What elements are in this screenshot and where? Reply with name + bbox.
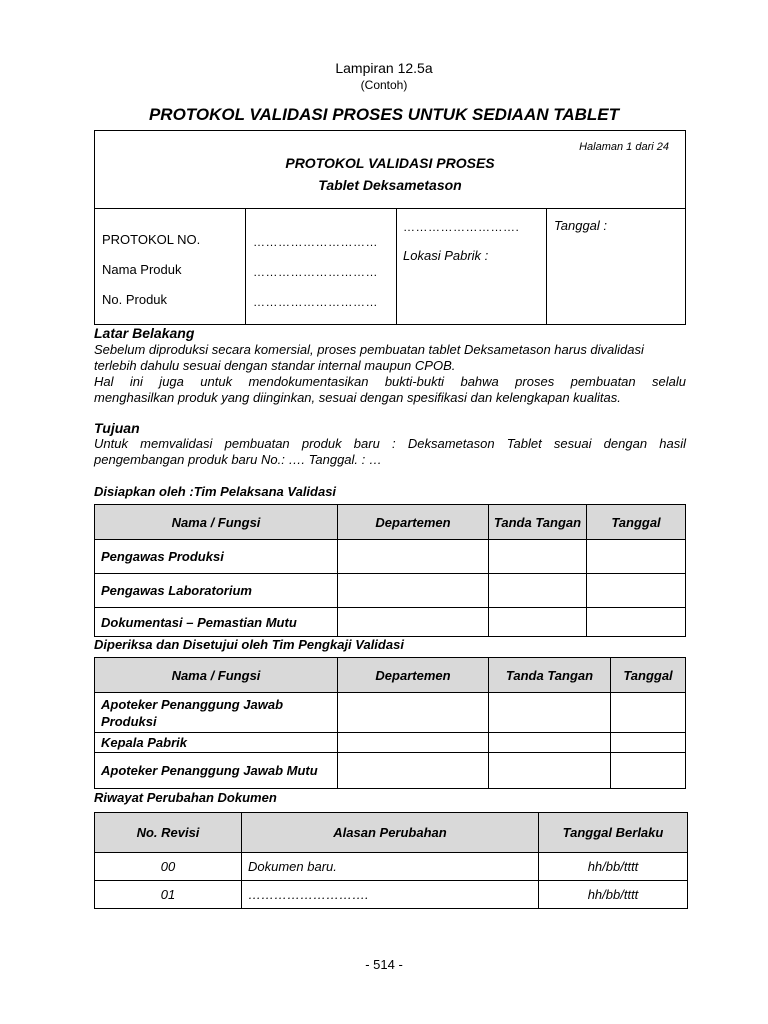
header-divider	[95, 208, 685, 209]
column-header: Departemen	[338, 505, 489, 540]
column-divider	[245, 208, 246, 324]
table-row	[95, 753, 686, 789]
table-row	[95, 574, 686, 608]
column-header: Tanggal	[587, 505, 686, 540]
factory-location-label: Lokasi Pabrik :	[403, 248, 489, 263]
product-no-label: No. Produk	[102, 292, 168, 307]
objective-heading: Tujuan	[94, 420, 140, 436]
effective-date-cell: hh/bb/tttt	[539, 853, 688, 881]
background-paragraph	[94, 342, 686, 406]
role-cell: Dokumentasi – Pemastian Mutu	[95, 608, 338, 637]
example-label: (Contoh)	[360, 78, 408, 92]
reason-cell: Dokumen baru.	[242, 853, 539, 881]
column-header: Alasan Perubahan	[242, 813, 539, 853]
signature-cell[interactable]	[489, 574, 587, 608]
product-no-value: …………………………	[253, 295, 378, 309]
table-header-row	[95, 813, 688, 853]
column-header: Tanggal	[611, 658, 686, 693]
paragraph-line: pengembangan produk baru No.: …. Tanggal. : …	[94, 452, 382, 467]
table-row	[95, 853, 688, 881]
table-row	[95, 540, 686, 574]
table-row	[95, 693, 686, 733]
column-header: Tanggal Berlaku	[539, 813, 688, 853]
signature-cell[interactable]	[489, 753, 611, 789]
department-cell[interactable]	[338, 753, 489, 789]
paragraph-line: Untuk memvalidasi pembuatan produk baru : Deksametason Tablet sesuai dengan hasil	[94, 436, 686, 451]
column-header: No. Revisi	[95, 813, 242, 853]
signature-cell[interactable]	[489, 540, 587, 574]
role-cell: Apoteker Penanggung Jawab Produksi	[95, 693, 338, 733]
background-heading: Latar Belakang	[94, 325, 195, 341]
revision-number-cell: 00	[95, 853, 242, 881]
factory-dots: ……………………….	[403, 220, 520, 234]
column-header: Tanda Tangan	[489, 658, 611, 693]
signature-cell[interactable]	[489, 693, 611, 733]
protocol-no-label: PROTOKOL NO.	[102, 232, 201, 247]
page-number: - 514 -	[365, 957, 403, 972]
date-cell[interactable]	[587, 540, 686, 574]
date-cell[interactable]	[611, 753, 686, 789]
protocol-header-box	[94, 130, 686, 325]
department-cell[interactable]	[338, 608, 489, 637]
role-cell: Kepala Pabrik	[95, 733, 338, 753]
department-cell[interactable]	[338, 733, 489, 753]
role-cell: Pengawas Produksi	[95, 540, 338, 574]
table-header-row	[95, 505, 686, 540]
protocol-subtitle: Tablet Deksametason	[318, 177, 462, 193]
paragraph-line: Sebelum diproduksi secara komersial, proses pembuatan tablet Deksametason harus divalidasi	[94, 342, 644, 357]
objective-paragraph	[94, 436, 686, 468]
department-cell[interactable]	[338, 540, 489, 574]
department-cell[interactable]	[338, 574, 489, 608]
date-cell[interactable]	[611, 733, 686, 753]
column-divider	[546, 208, 547, 324]
reviewed-by-table	[94, 657, 686, 789]
paragraph-line: terlebih dahulu sesuai dengan standar internal maupun CPOB.	[94, 358, 456, 373]
effective-date-cell: hh/bb/tttt	[539, 881, 688, 909]
department-cell[interactable]	[338, 693, 489, 733]
page-title: PROTOKOL VALIDASI PROSES UNTUK SEDIAAN TABLET	[148, 105, 620, 124]
date-label: Tanggal :	[554, 218, 608, 233]
role-cell: Apoteker Penanggung Jawab Mutu	[95, 753, 338, 789]
paragraph-line: Hal ini juga untuk mendokumentasikan bukti-bukti bahwa proses pembuatan selalu	[94, 374, 686, 389]
column-divider	[396, 208, 397, 324]
column-header: Nama / Fungsi	[95, 658, 338, 693]
product-name-value: …………………………	[253, 265, 378, 279]
column-header: Nama / Fungsi	[95, 505, 338, 540]
prepared-by-heading: Disiapkan oleh :Tim Pelaksana Validasi	[94, 484, 337, 499]
prepared-by-table	[94, 504, 686, 637]
role-cell: Pengawas Laboratorium	[95, 574, 338, 608]
revision-history-heading: Riwayat Perubahan Dokumen	[94, 790, 277, 805]
reviewed-by-heading: Diperiksa dan Disetujui oleh Tim Pengkaji Validasi	[94, 637, 404, 652]
column-header: Departemen	[338, 658, 489, 693]
table-row	[95, 733, 686, 753]
protocol-title: PROTOKOL VALIDASI PROSES	[285, 155, 495, 171]
signature-cell[interactable]	[489, 733, 611, 753]
reason-cell: ……………………….	[242, 881, 539, 909]
column-header: Tanda Tangan	[489, 505, 587, 540]
table-header-row	[95, 658, 686, 693]
table-row	[95, 881, 688, 909]
signature-cell[interactable]	[489, 608, 587, 637]
date-cell[interactable]	[587, 574, 686, 608]
table-row	[95, 608, 686, 637]
revision-number-cell: 01	[95, 881, 242, 909]
protocol-no-value: …………………………	[253, 235, 378, 249]
product-name-label: Nama Produk	[102, 262, 182, 277]
appendix-label: Lampiran 12.5a	[335, 60, 433, 76]
paragraph-line: menghasilkan produk yang diinginkan, sesuai dengan spesifikasi dan kelengkapan kualitas.	[94, 390, 621, 405]
revision-history-table	[94, 812, 688, 909]
date-cell[interactable]	[611, 693, 686, 733]
date-cell[interactable]	[587, 608, 686, 637]
page-info: Halaman 1 dari 24	[579, 141, 669, 153]
